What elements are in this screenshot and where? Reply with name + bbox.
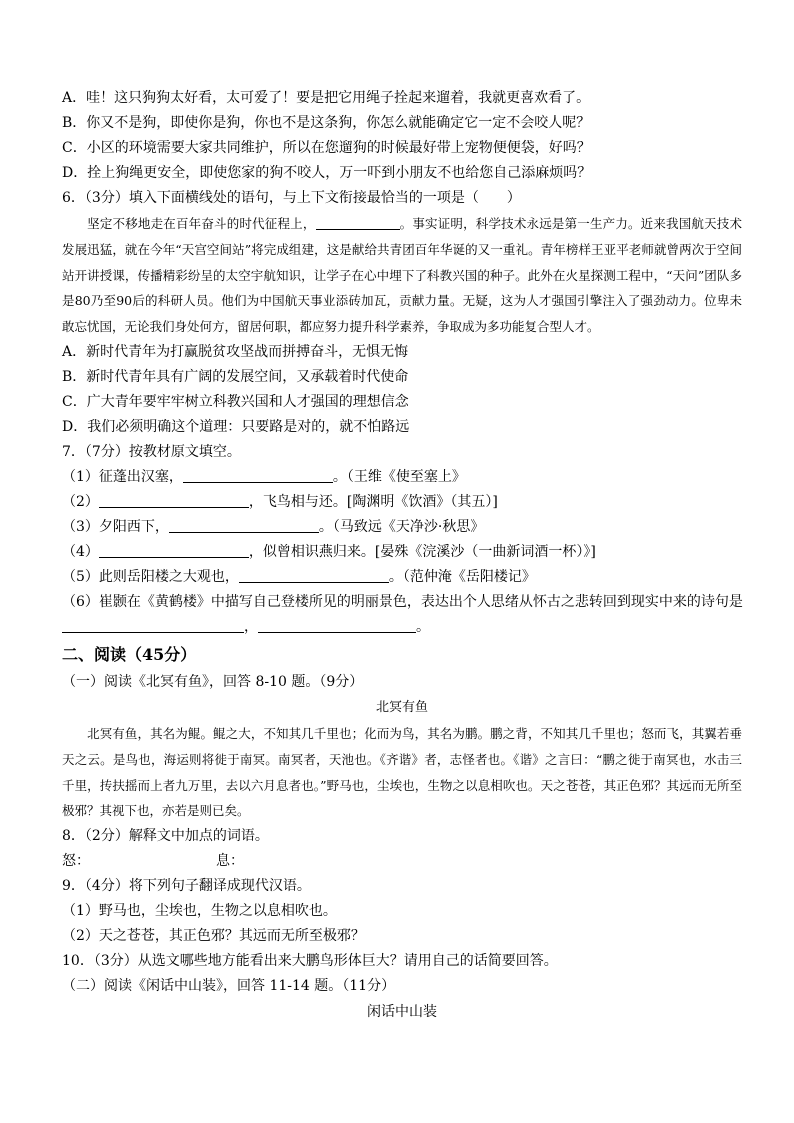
q7-item-3-post: 。（马致远《天净沙·秋思》: [318, 518, 485, 535]
q7-item-4: [62, 540, 742, 565]
q7-item-1: [62, 465, 742, 490]
passage-text: 北冥有鱼，其名为鲲。鲲之大，不知其几千里也；化而为鸟，其名为鹏。鹏之背，不知其几千里也；怒而飞，其翼若垂天之云。是鸟也，海运则将徙于南冥。南冥者，天池也。《齐谐》者，志怪者也。《谐》之言曰：“鹏之徙于南冥也，水击三千里，抟扶摇而上者九万里，去以六月息者也。”野马也，尘埃也，生物之以息相吹也。天之苍苍，其正色邪？其远而无所至极邪？其视下也，亦若是则已矣。: [62, 725, 742, 819]
q9-item-1: （1）野马也，尘埃也，生物之以息相吹也。: [62, 903, 337, 920]
q7-item-3-pre: （3）夕阳西下，: [62, 518, 169, 535]
q7-item-6-blank-1[interactable]: [62, 616, 244, 633]
q7-item-5-post: 。（范仲淹《岳阳楼记》: [388, 568, 536, 585]
q7-item-5-pre: （5）此则岳阳楼之大观也，: [62, 568, 239, 585]
q6-option-c: C．广大青年要牢牢树立科教兴国和人才强国的理想信念: [62, 393, 409, 410]
q7-item-3: [62, 515, 742, 540]
q7-item-5: [62, 565, 742, 590]
q8-word-2: 息：: [216, 853, 244, 870]
q9-stem: 9．（4分）将下列句子翻译成现代汉语。: [62, 878, 311, 895]
q6-stem: [62, 186, 742, 211]
part2-title: 闲话中山装: [367, 1004, 437, 1021]
exam-page: [62, 86, 742, 1025]
q5-option-a: A．哇！这只狗狗太好看，太可爱了！要是把它用绳子拴起来遛着，我就更喜欢看了。: [62, 90, 591, 106]
q6-stem-text: 6．（3分）填入下面横线处的语句，与上下文衔接最恰当的一项是（: [62, 190, 479, 206]
q6-passage-part1: 坚定不移地走在百年奋斗的时代征程上，: [87, 216, 316, 231]
q8-words: [62, 849, 742, 874]
q7-item-5-blank[interactable]: [239, 566, 389, 583]
q7-item-1-blank[interactable]: [183, 466, 333, 483]
q7-item-6: （6）崔颢在《黄鹤楼》中描写自己登楼所见的明丽景色，表达出个人思绪从怀古之悲转回到现实中来的诗句是: [62, 593, 743, 610]
q7-item-3-blank[interactable]: [169, 516, 319, 533]
q8-stem: 8．（2分）解释文中加点的词语。: [62, 828, 269, 845]
q7-item-6-comma: ，: [244, 618, 258, 635]
q7-item-4-pre: （4）: [62, 543, 99, 560]
section-2-heading: 二、阅读（45分）: [62, 644, 197, 664]
reading-part2-intro: （二）阅读《闲话中山装》，回答 11-14 题。（11分）: [62, 978, 396, 995]
q7-item-2-post: ，飞鸟相与还。[陶渊明《饮酒》（其五）]: [248, 493, 498, 510]
q6-blank-line[interactable]: [316, 213, 400, 230]
q6-stem-close: ）: [506, 190, 521, 206]
q10-stem: 10．（3分）从选文哪些地方能看出来大鹏鸟形体巨大？请用自己的话简要回答。: [62, 953, 558, 970]
q7-item-4-blank[interactable]: [99, 541, 249, 558]
q5-option-c: C．小区的环境需要大家共同维护，所以在您遛狗的时候最好带上宠物便便袋，好吗？: [62, 140, 591, 156]
q7-item-1-pre: （1）征蓬出汉塞，: [62, 468, 183, 485]
q6-passage: [62, 211, 742, 340]
q6-option-a: A．新时代青年为打赢脱贫攻坚战而拼搏奋斗，无惧无悔: [62, 343, 409, 360]
q6-option-d: D．我们必须明确这个道理：只要路是对的，就不怕路远: [62, 418, 410, 435]
q7-item-1-post: 。（王维《使至塞上》: [332, 468, 466, 485]
q7-item-2: [62, 490, 742, 515]
q7-item-6-end: 。: [416, 618, 430, 635]
q8-word-1-space[interactable]: [90, 851, 216, 867]
reading-part1-intro: （一）阅读《北冥有鱼》，回答 8-10 题。（9分）: [62, 673, 364, 690]
q7-item-6-answer: [62, 615, 742, 640]
q7-item-4-post: ，似曾相识燕归来。[晏殊《浣溪沙（一曲新词酒一杯）》]: [248, 543, 596, 560]
q9-item-2: （2）天之苍苍，其正色邪？其远而无所至极邪？: [62, 928, 365, 945]
q6-passage-part2: 。事实证明，科学技术永远是第一生产力。近来我国航天技术发展迅猛，就在今年“天宫空间站”将完成组建，这是献给共青团百年华诞的又一重礼。青年榜样王亚平老师就曾两次于空间站开讲授课，传播精彩纷呈的太空宇航知识，让学子在心中埋下了科教兴国的种子。此外在火星探测工程中，“天问”团队多是80乃至90后的科研人员。他们为中国航天事业添砖加瓦，贡献力量。无疑，这为人才强国引擎注入了强劲动力。位卑未敢忘忧国，无论我们身处何方，留居何职，都应努力提升科学素养，争取成为多功能复合型人才。: [62, 216, 742, 335]
q7-item-2-pre: （2）: [62, 493, 99, 510]
q8-word-1: 怒：: [62, 853, 90, 870]
passage-title: 北冥有鱼: [375, 699, 428, 715]
q7-item-2-blank[interactable]: [99, 491, 249, 508]
q6-option-b: B．新时代青年具有广阔的发展空间，又承载着时代使命: [62, 368, 409, 385]
passage-body: [62, 721, 742, 824]
q5-option-d: D．拴上狗绳更安全，即使您家的狗不咬人，万一吓到小朋友不也给您自己添麻烦吗？: [62, 165, 592, 181]
q7-item-6-blank-2[interactable]: [258, 616, 416, 633]
q7-stem: 7．（7分）按教材原文填空。: [62, 443, 241, 460]
q5-option-b: B．你又不是狗，即使你是狗，你也不是这条狗，你怎么就能确定它一定不会咬人呢？: [62, 115, 591, 131]
